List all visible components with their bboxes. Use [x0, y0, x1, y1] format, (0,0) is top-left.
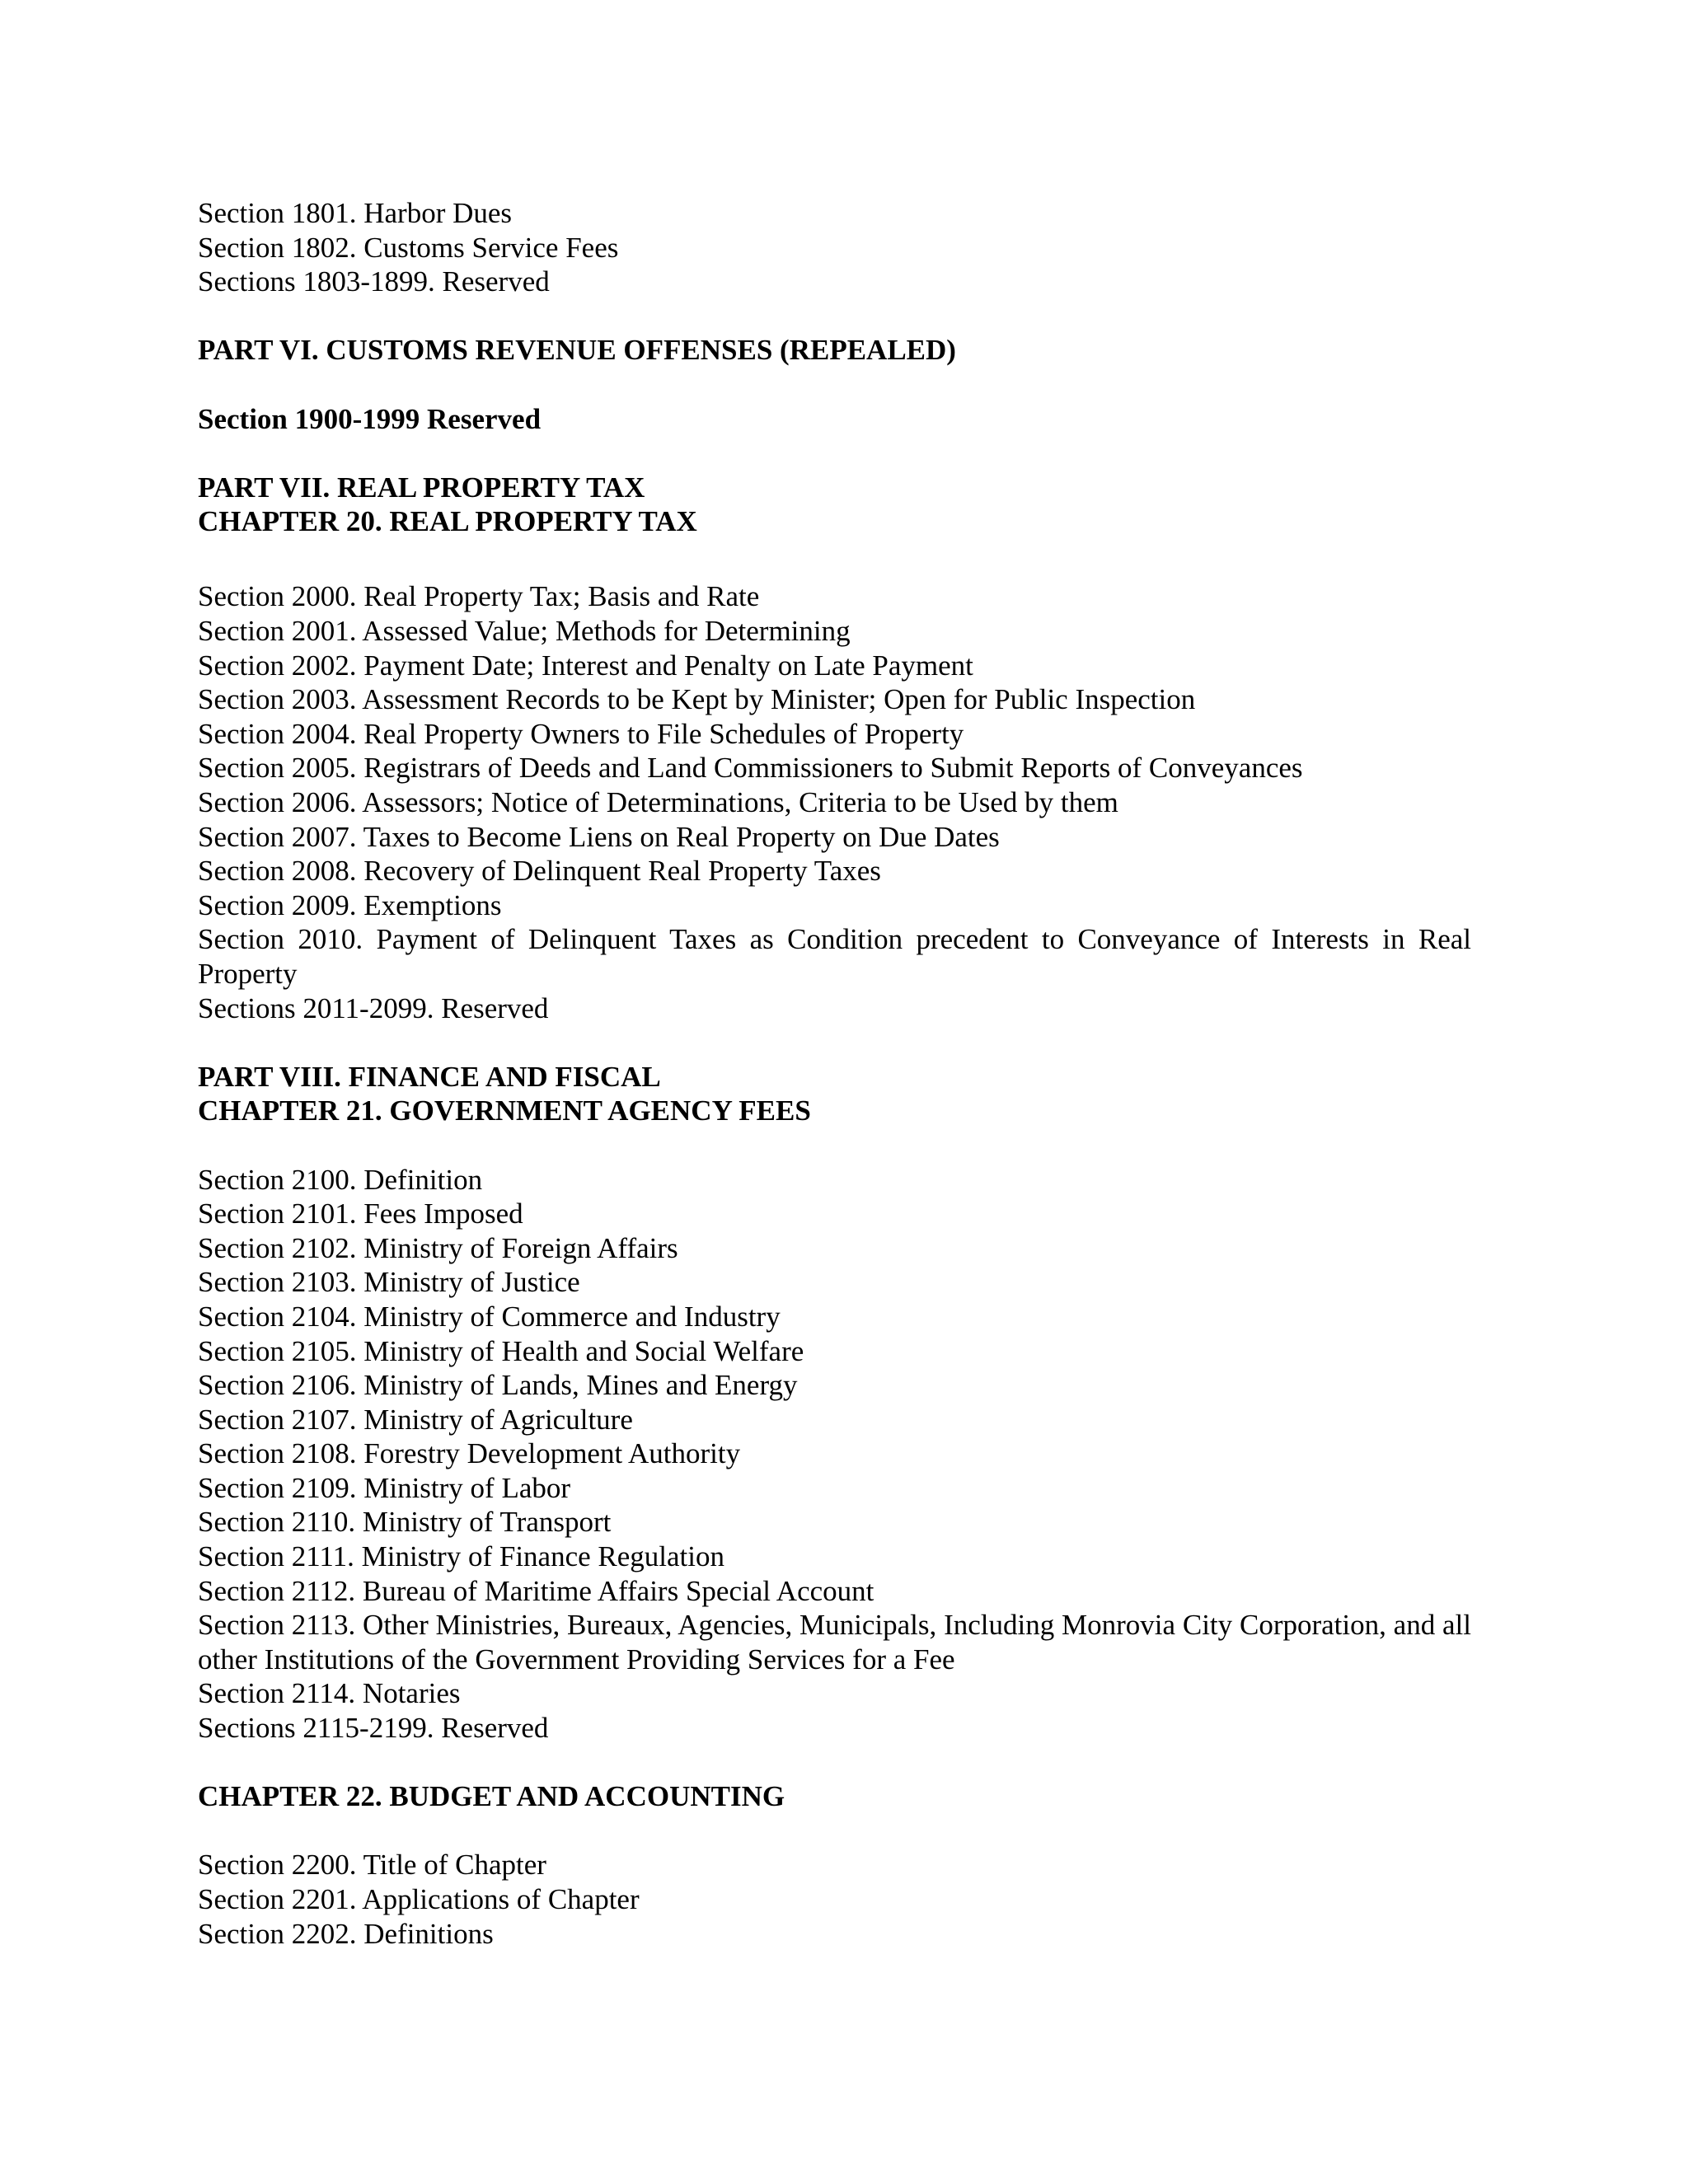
section-line: Section 2009. Exemptions — [198, 888, 502, 921]
section-line: Sections 2011-2099. Reserved — [198, 991, 549, 1024]
section-line: Section 2113. Other Ministries, Bureaux, Agencies, Municipals, Including Monrovia City Corporation, and all other Institutions of the Government Providing Services for a Fee — [198, 1609, 1471, 1675]
section-line: Section 2005. Registrars of Deeds and Land Commissioners to Submit Reports of Conveyances — [198, 752, 1303, 785]
section-line: Section 2100. Definition — [198, 1163, 483, 1196]
section-line: Section 2109. Ministry of Labor — [198, 1471, 571, 1504]
section-line: Section 2200. Title of Chapter — [198, 1849, 546, 1882]
section-line: Section 2001. Assessed Value; Methods for Determining — [198, 615, 851, 648]
section-line: Section 2105. Ministry of Health and Social Welfare — [198, 1334, 804, 1367]
section-line: Section 2106. Ministry of Lands, Mines and Energy — [198, 1369, 798, 1402]
section-line: Section 2008. Recovery of Delinquent Real Property Taxes — [198, 855, 881, 888]
chapter-heading: CHAPTER 21. GOVERNMENT AGENCY FEES — [198, 1094, 811, 1127]
section-line: Section 2202. Definitions — [198, 1917, 494, 1950]
section-line: Section 2102. Ministry of Foreign Affairs — [198, 1231, 678, 1264]
section-line: Section 2104. Ministry of Commerce and Industry — [198, 1300, 781, 1333]
section-line: Section 2003. Assessment Records to be Kept by Minister; Open for Public Inspection — [198, 683, 1196, 716]
section-line: Sections 1803-1899. Reserved — [198, 265, 550, 298]
section-line: Section 2112. Bureau of Maritime Affairs Special Account — [198, 1574, 874, 1607]
section-line: Section 2002. Payment Date; Interest and Penalty on Late Payment — [198, 649, 973, 682]
chapter-heading: CHAPTER 20. REAL PROPERTY TAX — [198, 505, 697, 538]
section-line: Section 2110. Ministry of Transport — [198, 1506, 612, 1539]
section-line: Section 2006. Assessors; Notice of Determinations, Criteria to be Used by them — [198, 786, 1118, 818]
section-line: Section 1801. Harbor Dues — [198, 197, 513, 229]
section-line: Section 2004. Real Property Owners to File Schedules of Property — [198, 717, 964, 750]
reserved-heading: Section 1900-1999 Reserved — [198, 402, 542, 435]
part-heading: PART VII. REAL PROPERTY TAX — [198, 471, 645, 504]
chapter-heading: CHAPTER 22. BUDGET AND ACCOUNTING — [198, 1780, 785, 1813]
section-line: Section 2007. Taxes to Become Liens on Real Property on Due Dates — [198, 820, 1000, 853]
section-line: Section 1802. Customs Service Fees — [198, 231, 619, 264]
part-heading: PART VI. CUSTOMS REVENUE OFFENSES (REPEALED) — [198, 334, 956, 367]
section-line: Section 2111. Ministry of Finance Regulation — [198, 1540, 724, 1573]
document-page — [198, 196, 1471, 1951]
section-line: Section 2108. Forestry Development Authority — [198, 1437, 741, 1470]
section-line: Section 2107. Ministry of Agriculture — [198, 1403, 633, 1436]
section-line: Section 2114. Notaries — [198, 1677, 461, 1710]
section-line: Section 2000. Real Property Tax; Basis and Rate — [198, 580, 760, 613]
section-line: Sections 2115-2199. Reserved — [198, 1712, 549, 1745]
section-line: Section 2101. Fees Imposed — [198, 1197, 523, 1230]
section-line: Section 2201. Applications of Chapter — [198, 1883, 640, 1915]
part-heading: PART VIII. FINANCE AND FISCAL — [198, 1060, 661, 1093]
section-line: Section 2010. Payment of Delinquent Taxes as Condition precedent to Conveyance of Interests in Real Property — [198, 923, 1471, 990]
section-line: Section 2103. Ministry of Justice — [198, 1266, 580, 1299]
